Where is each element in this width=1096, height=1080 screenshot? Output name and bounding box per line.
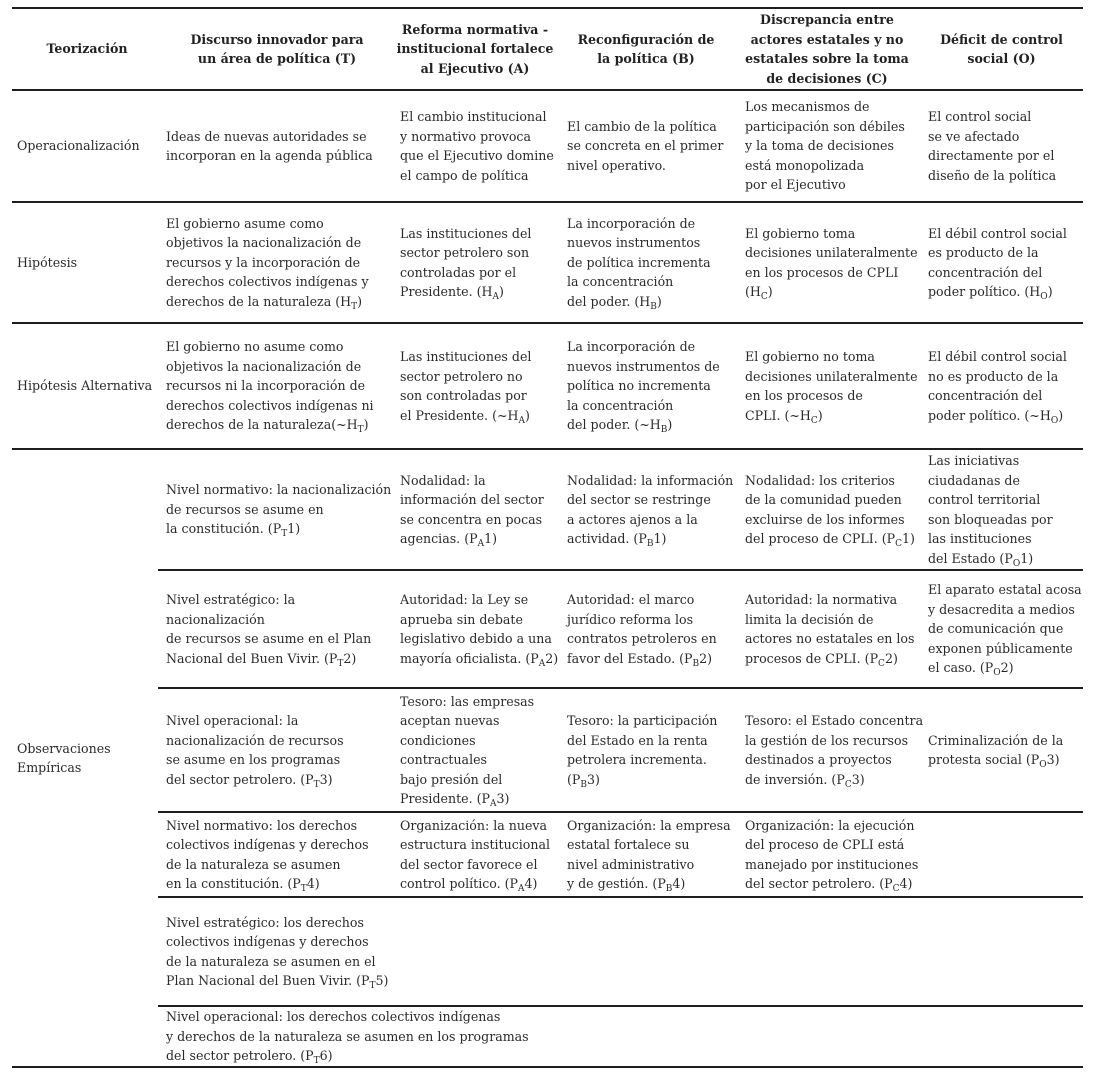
cell-text bbox=[166, 711, 344, 789]
cell-text-tail: 1) bbox=[484, 531, 498, 546]
cell-text-main: Organización: la empresa estatal fortalece su nivel administrativo y de gestión. (P bbox=[567, 817, 731, 891]
cell-text-tail: 6) bbox=[319, 1048, 333, 1064]
header-discurso-t bbox=[162, 9, 392, 89]
header-label: Discrepancia entre actores estatales y no estatales sobre la toma de decisiones (C) bbox=[745, 12, 909, 86]
cell-obs3-o bbox=[928, 689, 1088, 811]
cell-text bbox=[567, 471, 733, 549]
cell-text: El control social se ve afectado directamente por el diseño de la política bbox=[928, 109, 1057, 183]
cell-text-tail: ) bbox=[667, 417, 673, 433]
header-reforma-a bbox=[392, 9, 558, 89]
row-label: Observaciones Empíricas bbox=[17, 740, 111, 775]
cell-obs4-a bbox=[400, 813, 560, 896]
row-label-operacionalizacion bbox=[17, 91, 162, 201]
cell-text-main: Nivel operacional: los derechos colectivos indígenas y derechos de la naturaleza se asumen en los programas del sector petrolero. (P bbox=[166, 1009, 529, 1064]
cell-text-tail: 3) bbox=[587, 771, 600, 787]
cell-text-main: Las instituciones del sector petrolero son controladas por el Presidente. (H bbox=[400, 225, 532, 299]
cell-operacionalizacion-b bbox=[567, 91, 737, 201]
cell-subscript: A bbox=[518, 884, 525, 894]
row-label: Hipótesis Alternativa bbox=[17, 378, 153, 394]
cell-subscript: C bbox=[878, 658, 885, 669]
header-label: Reconfiguración de la política (B) bbox=[577, 31, 715, 66]
cell-subscript: T bbox=[369, 981, 376, 991]
cell-subscript: B bbox=[580, 779, 588, 790]
cell-text bbox=[745, 590, 914, 668]
cell-text-tail: 2) bbox=[884, 650, 898, 666]
cell-text bbox=[400, 816, 550, 894]
cell-text bbox=[928, 347, 1067, 425]
cell-text bbox=[567, 590, 717, 668]
header-teorizacion bbox=[12, 9, 162, 89]
cell-subscript: T bbox=[337, 658, 344, 669]
cell-text-tail: 3) bbox=[851, 771, 865, 787]
cell-text-main: Nivel estratégico: los derechos colectivos indígenas y derechos de la naturaleza se asumen en el Plan Nacional del Buen Vivir. (P bbox=[166, 914, 376, 988]
cell-text bbox=[567, 214, 711, 312]
cell-hipotesis-t bbox=[166, 203, 392, 322]
cell-text-main: Nivel operacional: la nacionalización de recursos se asume en los programas del sector petrolero. (P bbox=[166, 713, 344, 787]
cell-subscript: A bbox=[538, 658, 546, 669]
cell-subscript: B bbox=[692, 658, 700, 669]
cell-subscript: O bbox=[993, 668, 1001, 679]
cell-obs4-c bbox=[745, 813, 925, 896]
row-label: Operacionalización bbox=[17, 138, 140, 154]
cell-text-tail: 2) bbox=[1000, 660, 1014, 676]
cell-subscript: A bbox=[489, 799, 497, 809]
cell-text-main: Criminalización de la protesta social (P bbox=[928, 732, 1064, 767]
cell-obs4-t bbox=[166, 813, 396, 896]
cell-text-main: El gobierno toma decisiones unilateralmente en los procesos de CPLI (H bbox=[745, 225, 918, 299]
cell-text bbox=[567, 816, 731, 894]
cell-hipotesis-c bbox=[745, 203, 925, 322]
cell-text bbox=[745, 816, 918, 894]
cell-text bbox=[928, 224, 1067, 302]
cell-text-tail: ) bbox=[1058, 407, 1064, 423]
cell-text: Los mecanismos de participación son débiles y la toma de decisiones está monopolizada por el Ejecutivo bbox=[745, 99, 905, 193]
cell-subscript: T bbox=[300, 884, 307, 894]
cell-text-main: Nivel normativo: la nacionalización de recursos se asume en la constitución. (P bbox=[166, 482, 392, 537]
cell-hipotesis-o bbox=[928, 203, 1088, 322]
cell-obs3-c bbox=[745, 689, 925, 811]
cell-text-main: Nivel normativo: los derechos colectivos indígenas y derechos de la naturaleza se asumen en la constitución. (P bbox=[166, 817, 369, 891]
cell-text-main: La incorporación de nuevos instrumentos de política no incrementa la concentración del poder. (~H bbox=[567, 339, 720, 433]
cell-text-tail: ) bbox=[525, 407, 530, 423]
cell-text bbox=[400, 224, 531, 302]
cell-obs1-a bbox=[400, 450, 560, 569]
cell-subscript: B bbox=[650, 301, 657, 312]
cell-obs3-a bbox=[400, 689, 560, 811]
cell-alternativa-c bbox=[745, 324, 925, 448]
header-label: Reforma normativa - institucional fortalece al Ejecutivo (A) bbox=[396, 21, 554, 76]
cell-text-main: Organización: la nueva estructura institucional del sector favorece el control político. (P bbox=[400, 817, 551, 891]
cell-obs2-a bbox=[400, 571, 562, 687]
cell-subscript: T bbox=[313, 1056, 320, 1067]
cell-subscript: C bbox=[810, 415, 818, 426]
cell-subscript: A bbox=[477, 539, 485, 549]
cell-obs1-b bbox=[567, 450, 737, 569]
cell-text-tail: ) bbox=[656, 293, 662, 309]
cell-subscript: T bbox=[357, 425, 364, 436]
cell-text-tail: 1) bbox=[287, 521, 301, 537]
cell-text bbox=[166, 913, 388, 991]
cell-text-main: El gobierno no toma decisiones unilateralmente en los procesos de CPLI. (~H bbox=[745, 349, 918, 423]
cell-subscript: O bbox=[1039, 760, 1047, 770]
cell-text bbox=[400, 590, 558, 668]
cell-operacionalizacion-a bbox=[400, 91, 560, 201]
header-deficit-o bbox=[920, 9, 1083, 89]
cell-text bbox=[166, 590, 396, 668]
cell-subscript: O bbox=[1012, 558, 1021, 569]
cell-obs2-o bbox=[928, 571, 1088, 687]
cell-text-tail: 3) bbox=[319, 771, 333, 787]
row-label-observaciones-empiricas bbox=[17, 450, 162, 1066]
cell-text-main: Tesoro: las empresas aceptan nuevas condiciones contractuales bajo presión del Presidente. (P bbox=[400, 693, 535, 806]
cell-subscript: B bbox=[665, 884, 673, 894]
header-discrepancia-c bbox=[734, 9, 920, 89]
cell-subscript: T bbox=[281, 529, 288, 540]
cell-text bbox=[400, 347, 531, 425]
cell-text-main: Tesoro: la participación del Estado en la renta petrolera incrementa. (P bbox=[567, 713, 718, 787]
cell-subscript: B bbox=[660, 425, 668, 436]
cell-text: El cambio de la política se concreta en el primer nivel operativo. bbox=[567, 118, 724, 173]
cell-hipotesis-a bbox=[400, 203, 560, 322]
cell-subscript: C bbox=[892, 884, 900, 894]
cell-text bbox=[567, 711, 743, 789]
cell-text bbox=[166, 214, 369, 312]
cell-text-tail: 3) bbox=[496, 791, 510, 806]
cell-subscript: B bbox=[646, 539, 654, 549]
cell-subscript: C bbox=[760, 292, 768, 302]
cell-text-tail: 5) bbox=[375, 973, 389, 988]
cell-obs6-t bbox=[166, 1007, 566, 1066]
cell-text-tail: ) bbox=[767, 284, 773, 299]
cell-operacionalizacion-c bbox=[745, 91, 925, 201]
cell-text-main: El aparato estatal acosa y desacredita a medios de comunicación que exponen públicamente el caso. (P bbox=[928, 582, 1082, 676]
cell-text bbox=[745, 471, 915, 549]
cell-text-main: El débil control social es producto de la concentración del poder político. (H bbox=[928, 225, 1067, 299]
cell-subscript: A bbox=[518, 415, 526, 426]
cell-text-tail: 2) bbox=[545, 650, 559, 666]
cell-obs3-b bbox=[567, 689, 743, 811]
cell-obs1-c bbox=[745, 450, 925, 569]
header-label: Déficit de control social (O) bbox=[940, 31, 1063, 66]
cell-text-main: Las iniciativas ciudadanas de control territorial son bloqueadas por las instituciones del Estado (P bbox=[928, 453, 1053, 566]
cell-hipotesis-b bbox=[567, 203, 737, 322]
cell-text-main: Nodalidad: la información del sector se restringe a actores ajenos a la actividad. (P bbox=[567, 472, 734, 546]
cell-text-main: Autoridad: la normativa limita la decisión de actores no estatales en los procesos de CPLI. (P bbox=[745, 592, 915, 666]
cell-text bbox=[928, 580, 1082, 678]
cell-text-tail: 3) bbox=[1046, 752, 1060, 767]
header-label: Discurso innovador para un área de política (T) bbox=[190, 31, 364, 66]
cell-text-tail: 4) bbox=[524, 876, 538, 891]
cell-text bbox=[166, 337, 374, 435]
cell-text-main: Nivel estratégico: la nacionalización de recursos se asume en el Plan Nacional del Buen Vivir. (P bbox=[166, 592, 372, 666]
cell-alternativa-a bbox=[400, 324, 560, 448]
cell-text-main: Organización: la ejecución del proceso de CPLI está manejado por instituciones del sector petrolero. (P bbox=[745, 817, 919, 891]
cell-obs5-t bbox=[166, 898, 406, 1005]
cell-text bbox=[745, 711, 923, 789]
cell-obs1-t bbox=[166, 450, 396, 569]
cell-text bbox=[745, 347, 918, 425]
cell-text-main: El débil control social no es producto de la concentración del poder político. (~H bbox=[928, 349, 1067, 423]
header-reconfiguracion-b bbox=[558, 9, 734, 89]
cell-text-tail: ) bbox=[1047, 284, 1053, 299]
cell-text-tail: ) bbox=[363, 417, 369, 433]
cell-text-tail: 4) bbox=[306, 876, 320, 891]
cell-text-main: Las instituciones del sector petrolero no son controladas por el Presidente. (~H bbox=[400, 349, 532, 423]
cell-text bbox=[567, 337, 720, 435]
cell-text-tail: 1) bbox=[653, 531, 667, 546]
cell-obs3-t bbox=[166, 689, 396, 811]
cell-text-tail: 2) bbox=[699, 650, 713, 666]
cell-text-tail: 4) bbox=[672, 876, 686, 891]
row-label-hipotesis-alternativa bbox=[17, 324, 162, 448]
cell-text-main: El gobierno no asume como objetivos la nacionalización de recursos ni la incorporación de derechos colectivos indígenas ni derechos de la naturaleza(~H bbox=[166, 339, 374, 433]
cell-text bbox=[166, 480, 391, 539]
cell-text-main: Nodalidad: la información del sector se concentra en pocas agencias. (P bbox=[400, 472, 544, 546]
cell-text-main: El gobierno asume como objetivos la nacionalización de recursos y la incorporación de derechos colectivos indígenas y derechos de la naturaleza (H bbox=[166, 215, 369, 309]
cell-subscript: T bbox=[351, 301, 358, 312]
cell-obs2-c bbox=[745, 571, 925, 687]
row-label: Hipótesis bbox=[17, 254, 78, 270]
cell-operacionalizacion-t bbox=[166, 91, 392, 201]
cell-alternativa-o bbox=[928, 324, 1088, 448]
cell-subscript: A bbox=[492, 292, 499, 302]
cell-obs2-t bbox=[166, 571, 396, 687]
cell-alternativa-b bbox=[567, 324, 737, 448]
cell-subscript: O bbox=[1050, 415, 1059, 426]
cell-obs1-o bbox=[928, 450, 1088, 569]
cell-text-main: Tesoro: el Estado concentra la gestión de los recursos destinados a proyectos de inversión. (P bbox=[745, 713, 924, 787]
cell-text bbox=[745, 224, 925, 302]
cell-text bbox=[166, 1007, 529, 1066]
cell-text bbox=[928, 451, 1053, 568]
cell-obs4-b bbox=[567, 813, 737, 896]
cell-obs2-b bbox=[567, 571, 737, 687]
cell-text bbox=[400, 692, 534, 809]
cell-text-main: Autoridad: el marco jurídico reforma los contratos petroleros en favor del Estado. (P bbox=[567, 592, 717, 666]
cell-text: Ideas de nuevas autoridades se incorporan en la agenda pública bbox=[166, 128, 373, 163]
cell-text-tail: ) bbox=[357, 293, 363, 309]
table-bottom-rule bbox=[12, 1066, 1083, 1068]
cell-text bbox=[166, 816, 369, 894]
cell-text-tail: 1) bbox=[902, 531, 915, 546]
row-label-hipotesis bbox=[17, 203, 162, 322]
cell-text-tail: 4) bbox=[899, 876, 913, 891]
cell-text-tail: 1) bbox=[1020, 550, 1034, 566]
cell-text-main: Autoridad: la Ley se aprueba sin debate legislativo debido a una mayoría oficialista. (P bbox=[400, 592, 552, 666]
cell-subscript: O bbox=[1040, 292, 1048, 302]
cell-subscript: C bbox=[895, 539, 903, 549]
cell-text-tail: ) bbox=[817, 407, 823, 423]
cell-text-tail: ) bbox=[498, 284, 504, 299]
cell-text-tail: 2) bbox=[343, 650, 357, 666]
cell-text bbox=[400, 471, 544, 549]
cell-operacionalizacion-o bbox=[928, 91, 1088, 201]
cell-text bbox=[928, 731, 1063, 770]
cell-subscript: C bbox=[844, 779, 852, 790]
cell-text: El cambio institucional y normativo provoca que el Ejecutivo domine el campo de política bbox=[400, 109, 554, 183]
cell-subscript: T bbox=[313, 779, 320, 790]
header-label: Teorización bbox=[46, 41, 128, 57]
cell-text-main: La incorporación de nuevos instrumentos de política incrementa la concentración del poder. (H bbox=[567, 215, 711, 309]
cell-text-main: Nodalidad: los criterios de la comunidad pueden excluirse de los informes del proceso de CPLI. (P bbox=[745, 472, 905, 546]
cell-alternativa-t bbox=[166, 324, 392, 448]
